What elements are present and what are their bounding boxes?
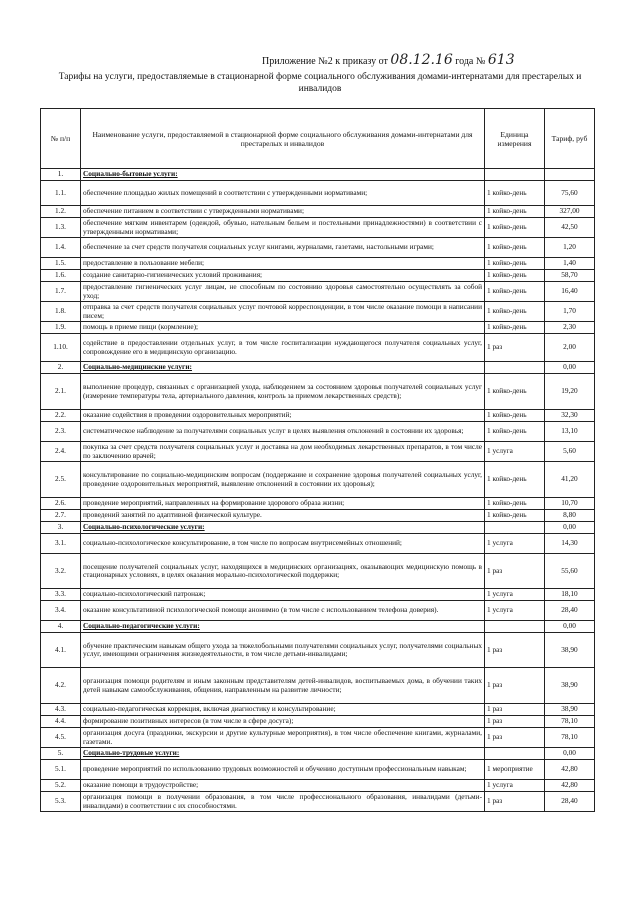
row-service-name: предоставление гигиенических услуг лицам, не способным по состоянию здоровья самостоятельно осуществлять за собой уход; [81, 282, 485, 302]
row-service-name: обеспечение площадью жилых помещений в соответствии с утвержденными нормативами; [81, 181, 485, 206]
row-unit: 1 раз [485, 633, 545, 668]
row-tariff: 5,60 [545, 442, 595, 462]
row-unit: 1 услуга [485, 589, 545, 601]
row-tariff: 41,20 [545, 462, 595, 498]
row-number: 2.2. [41, 410, 81, 422]
table-row [41, 169, 595, 181]
row-service-name: содействие в предоставлении отдельных услуг, в том числе госпитализации нуждающегося получателя социальных услуг, сопровождение его в медицинскую организацию. [81, 334, 485, 362]
row-tariff: 32,30 [545, 410, 595, 422]
row-tariff: 38,90 [545, 633, 595, 668]
row-service-name: организация помощи родителям и иным законным представителям детей-инвалидов, воспитываемых дома, в обучении таких детей навыкам самообслуживания, общения, направленным на развитие личности; [81, 668, 485, 704]
table-row [41, 334, 595, 362]
row-number: 3.3. [41, 589, 81, 601]
row-service-name: проведение мероприятий, направленных на формирование здорового образа жизни; [81, 498, 485, 510]
row-service-name: обучение практическим навыкам общего ухода за тяжелобольными получателями социальных услуг, получателями социальных услуг, имеющими ограничения жизнедеятельности, в том числе детьми-инвалидами; [81, 633, 485, 668]
row-tariff: 42,80 [545, 780, 595, 792]
row-service-name: обеспечение питанием в соответствии с утвержденными нормативами; [81, 206, 485, 218]
table-row [41, 633, 595, 668]
row-unit: 1 койко-день [485, 498, 545, 510]
row-unit: 1 услуга [485, 534, 545, 554]
row-tariff: 78,10 [545, 728, 595, 748]
row-unit: 1 услуга [485, 601, 545, 621]
row-unit: 1 койко-день [485, 302, 545, 322]
row-tariff: 0,00 [545, 522, 595, 534]
row-unit: 1 койко-день [485, 258, 545, 270]
table-row [41, 181, 595, 206]
table-row [41, 302, 595, 322]
row-service-name: Социально-медицинские услуги: [81, 362, 485, 374]
row-tariff: 28,40 [545, 601, 595, 621]
row-number: 1.5. [41, 258, 81, 270]
row-tariff: 14,30 [545, 534, 595, 554]
table-header-row [41, 109, 595, 169]
table-row [41, 668, 595, 704]
row-number: 1.7. [41, 282, 81, 302]
row-service-name: отправка за счет средств получателя социальных услуг почтовой корреспонденции, в том числе оказание помощи в написании писем; [81, 302, 485, 322]
row-number: 1. [41, 169, 81, 181]
row-service-name: организация помощи в получении образования, в том числе профессионального образования, инвалидами (детьми-инвалидами) в соответствии с их способностями. [81, 792, 485, 812]
document-title: Тарифы на услуги, предоставляемые в стационарной форме социального обслуживания домами-интернатами для престарелых и инвалидов [58, 72, 582, 94]
row-tariff: 58,70 [545, 270, 595, 282]
row-unit: 1 раз [485, 668, 545, 704]
row-tariff: 327,00 [545, 206, 595, 218]
row-number: 2. [41, 362, 81, 374]
row-unit: 1 раз [485, 554, 545, 589]
row-number: 5.3. [41, 792, 81, 812]
row-unit: 1 услуга [485, 442, 545, 462]
row-unit [485, 362, 545, 374]
row-number: 3.2. [41, 554, 81, 589]
table-row [41, 442, 595, 462]
row-tariff: 16,40 [545, 282, 595, 302]
row-service-name: формирование позитивных интересов (в том числе в сфере досуга); [81, 716, 485, 728]
row-number: 1.9. [41, 322, 81, 334]
annex-date: 08.12.16 [390, 52, 453, 68]
table-row [41, 410, 595, 422]
row-tariff: 1,40 [545, 258, 595, 270]
row-service-name: оказание содействия в проведении оздоровительных мероприятий; [81, 410, 485, 422]
table-row [41, 554, 595, 589]
column-header-num: № п/п [41, 109, 81, 169]
table-row [41, 322, 595, 334]
row-unit: 1 койко-день [485, 181, 545, 206]
table-row [41, 522, 595, 534]
row-unit [485, 169, 545, 181]
row-number: 2.6. [41, 498, 81, 510]
row-service-name: обеспечение мягким инвентарем (одеждой, обувью, нательным бельем и постельными принадлежностями) в соответствии с утвержденными нормативами; [81, 218, 485, 238]
annex-prefix: Приложение №2 к приказу от [262, 56, 388, 67]
row-tariff: 78,10 [545, 716, 595, 728]
table-row [41, 362, 595, 374]
row-number: 4.5. [41, 728, 81, 748]
row-number: 3. [41, 522, 81, 534]
row-unit [485, 621, 545, 633]
table-row [41, 510, 595, 522]
row-unit: 1 койко-день [485, 322, 545, 334]
annex-number: 613 [487, 52, 515, 68]
row-unit: 1 раз [485, 728, 545, 748]
row-tariff: 10,70 [545, 498, 595, 510]
table-row [41, 422, 595, 442]
row-unit: 1 мероприятие [485, 760, 545, 780]
row-unit [485, 748, 545, 760]
row-service-name: проведение мероприятий по использованию трудовых возможностей и обучению доступным профессиональным навыкам; [81, 760, 485, 780]
table-row [41, 760, 595, 780]
row-tariff: 2,30 [545, 322, 595, 334]
row-unit: 1 койко-день [485, 410, 545, 422]
row-number: 5.2. [41, 780, 81, 792]
row-number: 2.7. [41, 510, 81, 522]
table-row [41, 258, 595, 270]
column-header-name: Наименование услуги, предоставляемой в стационарной форме социального обслуживания домами-интернатами для престарелых и инвалидов [81, 109, 485, 169]
annex-reference [262, 52, 562, 68]
row-number: 2.5. [41, 462, 81, 498]
row-service-name: покупка за счет средств получателя социальных услуг и доставка на дом необходимых лекарственных препаратов, в том числе по заключению врачей; [81, 442, 485, 462]
row-number: 2.3. [41, 422, 81, 442]
row-service-name: помощь в приеме пищи (кормление); [81, 322, 485, 334]
row-unit: 1 койко-день [485, 462, 545, 498]
row-unit: 1 койко-день [485, 206, 545, 218]
row-number: 4.3. [41, 704, 81, 716]
row-tariff: 42,50 [545, 218, 595, 238]
annex-mid: года № [455, 56, 486, 67]
row-number: 1.4. [41, 238, 81, 258]
row-tariff: 38,90 [545, 668, 595, 704]
row-unit: 1 койко-день [485, 510, 545, 522]
row-unit: 1 койко-день [485, 270, 545, 282]
table-row [41, 621, 595, 633]
table-row [41, 792, 595, 812]
row-service-name: создание санитарно-гигиенических условий проживания; [81, 270, 485, 282]
table-row [41, 206, 595, 218]
row-tariff: 1,70 [545, 302, 595, 322]
row-tariff: 28,40 [545, 792, 595, 812]
table-row [41, 270, 595, 282]
row-service-name: Социально-трудовые услуги: [81, 748, 485, 760]
row-unit: 1 койко-день [485, 422, 545, 442]
row-unit: 1 раз [485, 334, 545, 362]
row-unit: 1 раз [485, 792, 545, 812]
row-number: 1.8. [41, 302, 81, 322]
row-service-name: социально-психологический патронаж; [81, 589, 485, 601]
row-tariff: 75,60 [545, 181, 595, 206]
table-row [41, 238, 595, 258]
row-unit [485, 522, 545, 534]
row-service-name: консультирование по социально-медицинским вопросам (поддержание и сохранение здоровья получателей социальных услуг, проведение оздоровительных мероприятий, выявление отклонений в состоянии их здоровья); [81, 462, 485, 498]
row-tariff: 0,00 [545, 748, 595, 760]
row-number: 4.2. [41, 668, 81, 704]
row-unit: 1 койко-день [485, 218, 545, 238]
row-number: 5. [41, 748, 81, 760]
row-number: 5.1. [41, 760, 81, 780]
table-row [41, 374, 595, 410]
row-number: 4.1. [41, 633, 81, 668]
row-service-name: Социально-бытовые услуги: [81, 169, 485, 181]
row-tariff: 8,80 [545, 510, 595, 522]
table-row [41, 498, 595, 510]
row-number: 2.1. [41, 374, 81, 410]
row-service-name: обеспечение за счет средств получателя социальных услуг книгами, журналами, газетами, настольными играми; [81, 238, 485, 258]
row-service-name: социально-педагогическая коррекция, включая диагностику и консультирование; [81, 704, 485, 716]
table-row [41, 282, 595, 302]
row-number: 2.4. [41, 442, 81, 462]
row-unit: 1 койко-день [485, 374, 545, 410]
table-row [41, 704, 595, 716]
row-tariff: 55,60 [545, 554, 595, 589]
row-service-name: Социально-психологические услуги: [81, 522, 485, 534]
row-number: 4.4. [41, 716, 81, 728]
row-tariff: 38,90 [545, 704, 595, 716]
row-service-name: организация досуга (праздники, экскурсии и другие культурные мероприятия), в том числе обеспечение книгами, журналами, газетами. [81, 728, 485, 748]
row-number: 4. [41, 621, 81, 633]
table-row [41, 218, 595, 238]
column-header-tariff: Тариф, руб [545, 109, 595, 169]
table-row [41, 601, 595, 621]
table-row [41, 728, 595, 748]
row-tariff: 19,20 [545, 374, 595, 410]
row-tariff: 0,00 [545, 362, 595, 374]
row-tariff: 2,00 [545, 334, 595, 362]
row-service-name: оказание консультативной психологической помощи анонимно (в том числе с использованием телефона доверия). [81, 601, 485, 621]
column-header-unit: Единица измерения [485, 109, 545, 169]
table-row [41, 716, 595, 728]
row-service-name: предоставление в пользование мебели; [81, 258, 485, 270]
row-number: 1.2. [41, 206, 81, 218]
row-unit: 1 услуга [485, 780, 545, 792]
row-service-name: проведений занятий по адаптивной физической культуре. [81, 510, 485, 522]
row-number: 1.6. [41, 270, 81, 282]
row-tariff: 1,20 [545, 238, 595, 258]
table-row [41, 534, 595, 554]
row-service-name: социально-психологическое консультирование, в том числе по вопросам внутрисемейных отношений; [81, 534, 485, 554]
row-number: 1.3. [41, 218, 81, 238]
tariff-table [40, 108, 595, 812]
row-service-name: оказание помощи в трудоустройстве; [81, 780, 485, 792]
row-service-name: выполнение процедур, связанных с организацией ухода, наблюдением за состоянием здоровья получателей социальных услуг (измерение температуры тела, артериального давления, контроль за приемом лекарственных средств); [81, 374, 485, 410]
row-number: 3.4. [41, 601, 81, 621]
row-number: 3.1. [41, 534, 81, 554]
row-number: 1.1. [41, 181, 81, 206]
row-tariff: 0,00 [545, 621, 595, 633]
table-row [41, 748, 595, 760]
row-service-name: систематическое наблюдение за получателями социальных услуг в целях выявления отклонений в состоянии их здоровья; [81, 422, 485, 442]
table-row [41, 589, 595, 601]
row-service-name: посещение получателей социальных услуг, находящихся в медицинских организациях, оказывающих медицинскую помощь в стационарных условиях, в целях оказания морально-психологической поддержки; [81, 554, 485, 589]
table-row [41, 780, 595, 792]
row-unit: 1 койко-день [485, 282, 545, 302]
row-tariff [545, 169, 595, 181]
row-unit: 1 койко-день [485, 238, 545, 258]
table-row [41, 462, 595, 498]
row-tariff: 18,10 [545, 589, 595, 601]
row-unit: 1 раз [485, 716, 545, 728]
row-unit: 1 раз [485, 704, 545, 716]
row-service-name: Социально-педагогические услуги: [81, 621, 485, 633]
row-number: 1.10. [41, 334, 81, 362]
row-tariff: 42,80 [545, 760, 595, 780]
row-tariff: 13,10 [545, 422, 595, 442]
